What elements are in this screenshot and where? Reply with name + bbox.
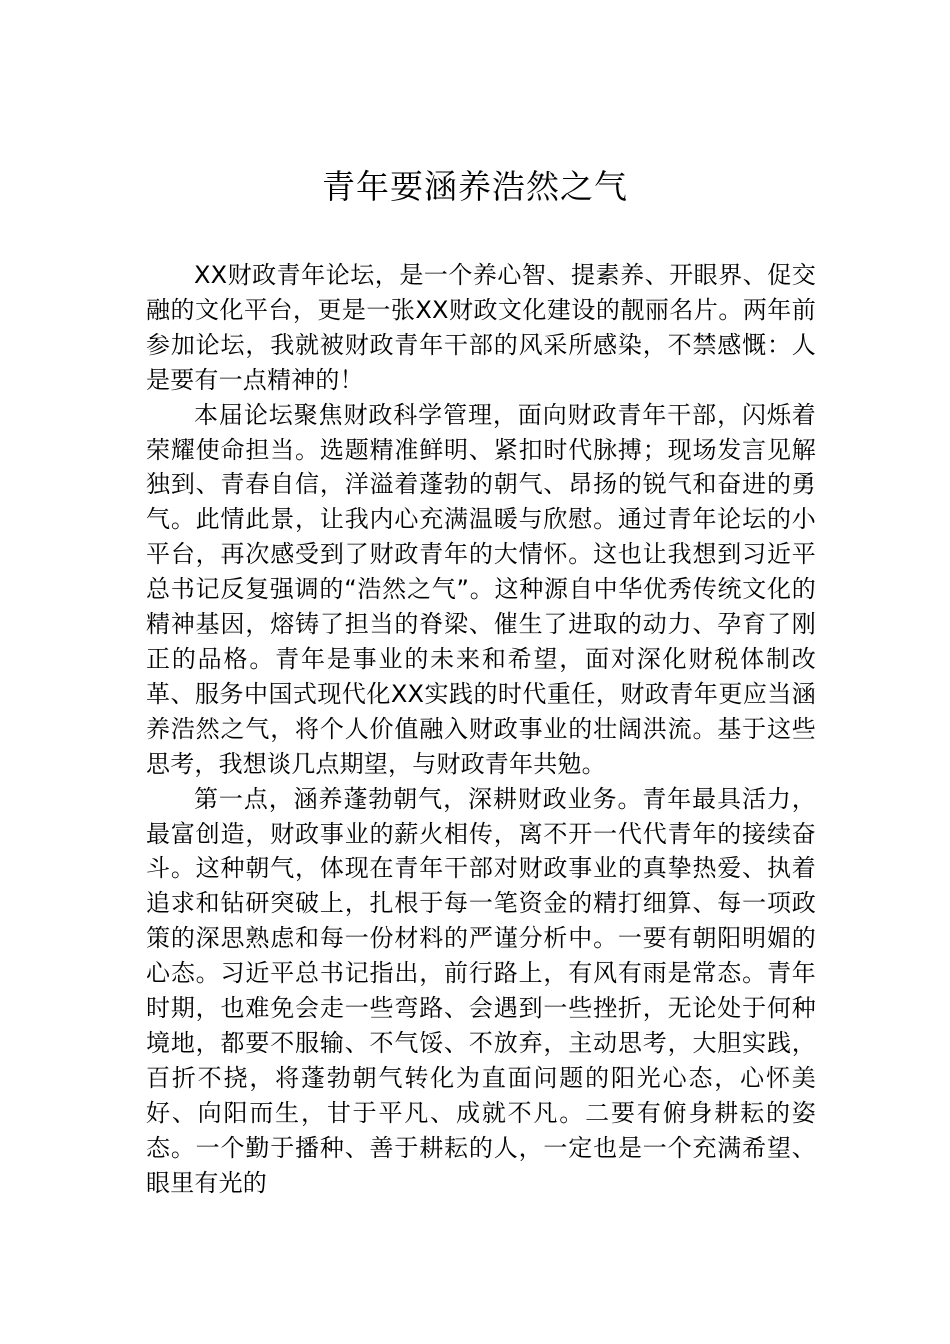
paragraph-1: XX财政青年论坛，是一个养心智、提素养、开眼界、促交融的文化平台，更是一张XX财政文化建设的靓丽名片。两年前参加论坛，我就被财政青年干部的风采所感染，不禁感慨：人是要有一点精神的！ — [146, 261, 816, 394]
document-body — [146, 258, 816, 1200]
paragraph-2: 本届论坛聚焦财政科学管理，面向财政青年干部，闪烁着荣耀使命担当。选题精准鲜明、紧扣时代脉搏；现场发言见解独到、青春自信，洋溢着蓬勃的朝气、昂扬的锐气和奋进的勇气。此情此景，让我内心充满温暖与欣慰。通过青年论坛的小平台，再次感受到了财政青年的大情怀。这也让我想到习近平总书记反复强调的“浩然之气”。这种源自中华优秀传统文化的精神基因，熔铸了担当的脊梁、催生了进取的动力、孕育了刚正的品格。青年是事业的未来和希望，面对深化财税体制改革、服务中国式现代化XX实践的时代重任，财政青年更应当涵养浩然之气，将个人价值融入财政事业的壮阔洪流。基于这些思考，我想谈几点期望，与财政青年共勉。 — [146, 400, 816, 778]
document-title: 青年要涵养浩然之气 — [322, 167, 628, 206]
paragraph-3: 第一点，涵养蓬勃朝气，深耕财政业务。青年最具活力，最富创造，财政事业的薪火相传，离不开一代代青年的接续奋斗。这种朝气，体现在青年干部对财政事业的真挚热爱、执着追求和钻研突破上，扎根于每一笔资金的精打细算、每一项政策的深思熟虑和每一份材料的严谨分析中。一要有朝阳明媚的心态。习近平总书记指出，前行路上，有风有雨是常态。青年时期，也难免会走一些弯路、会遇到一些挫折，无论处于何种境地，都要不服输、不气馁、不放弃，主动思考，大胆实践，百折不挠，将蓬勃朝气转化为直面问题的阳光心态，心怀美好、向阳而生，甘于平凡、成就不凡。二要有俯身耕耘的姿态。一个勤于播种、善于耕耘的人，一定也是一个充满希望、眼里有光的 — [146, 784, 816, 1197]
